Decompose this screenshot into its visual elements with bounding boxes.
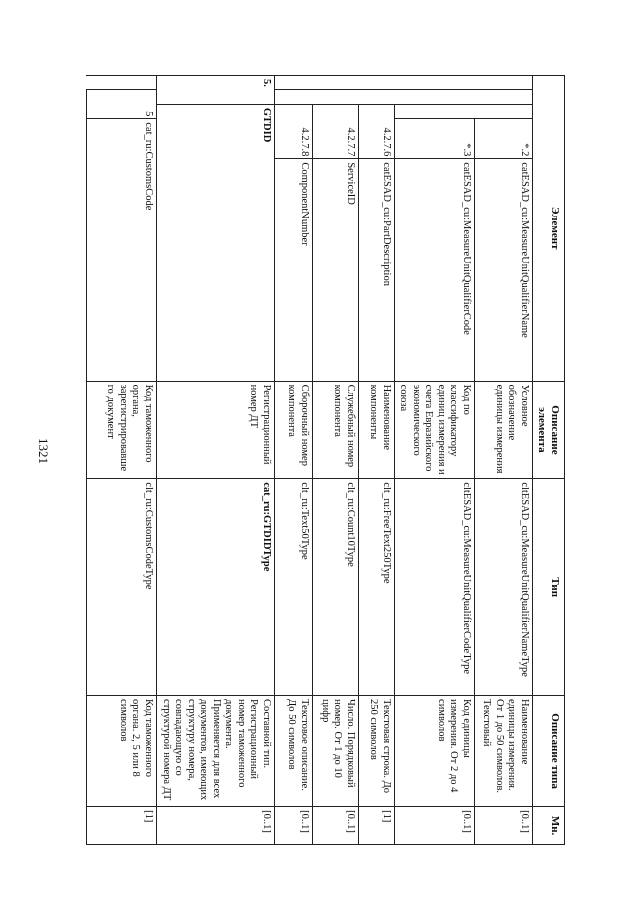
type-desc-cell: Наименование единицы измерения. От 1 до 50 символов. Текстовый — [475, 696, 533, 807]
table-row — [313, 76, 359, 845]
row-number: 4.2.7.8 — [275, 104, 313, 158]
type-cell: cat_ru:GTDIDType — [157, 479, 275, 696]
type-cell: clt_ru:FreeText250Type — [359, 479, 395, 696]
type-cell: cltESAD_cu:MeasureUnitQualifierNameType — [475, 479, 533, 696]
spec-table — [86, 75, 565, 845]
element-desc-cell: Сборочный номер компонента — [275, 381, 313, 479]
element-desc-cell: Код таможенного органа, зарегистрировавшего документ — [87, 381, 157, 479]
element-desc-cell: Условное обозначение единицы измерения — [475, 381, 533, 479]
type-desc-cell: Текстовая строка. До 250 символов — [359, 696, 395, 807]
row-number: 4.2.7.6 — [359, 104, 395, 158]
header-element: Элемент — [533, 76, 565, 382]
type-cell: clt_ru:Count10Type — [313, 479, 359, 696]
table-row — [475, 76, 533, 845]
element-cell: cat_ru:CustomsCode — [87, 119, 157, 381]
type-desc-cell: Число. Порядковый номер. От 1 до 10 цифр — [313, 696, 359, 807]
mult-cell: [0..1] — [395, 807, 475, 845]
mult-cell: [0..1] — [275, 807, 313, 845]
element-desc-cell: Регистрационный номер ДТ — [157, 381, 275, 479]
mult-cell: [0..1] — [475, 807, 533, 845]
element-cell: ComponentNumber — [275, 159, 313, 381]
element-cell: GTDID — [157, 104, 275, 381]
mult-cell: [1] — [359, 807, 395, 845]
header-type: Тип — [533, 479, 565, 696]
type-desc-cell: Составной тип. Регистрационный номер таможенного документа. Применяется для всех документов, имеющих структуру номера, совпадающую со структурой номера ДТ — [157, 696, 275, 807]
header-row — [533, 76, 565, 845]
table-row — [87, 76, 157, 845]
row-number: *.3 — [395, 119, 475, 159]
mult-cell: [1] — [87, 807, 157, 845]
table-row — [275, 76, 313, 845]
table-row — [157, 76, 275, 845]
page-number: 1321 — [36, 438, 51, 464]
row-number: *.2 — [475, 119, 533, 159]
element-desc-cell: Служебный номер компонента — [313, 381, 359, 479]
type-cell: clt_ru:Text50Type — [275, 479, 313, 696]
type-desc-cell: Текстовое описание. До 50 символов — [275, 696, 313, 807]
element-desc-cell: Код по классификатору единиц измерения и счета Евразийского экономического союза — [395, 381, 475, 479]
element-desc-cell: Наименование компоненты — [359, 381, 395, 479]
mult-cell: [0..1] — [313, 807, 359, 845]
type-desc-cell: Код таможенного органа. 2, 5 или 8 символов — [87, 696, 157, 807]
header-mult: Мн. — [533, 807, 565, 845]
row-number: 5 — [87, 90, 157, 119]
type-cell: cltESAD_cu:MeasureUnitQualifierCodeType — [395, 479, 475, 696]
element-cell: catESAD_cu:MeasureUnitQualifierName — [475, 159, 533, 381]
type-desc-cell: Код единицы измерения. От 2 до 4 символов — [395, 696, 475, 807]
row-number: 5. — [157, 76, 275, 105]
table-row — [395, 76, 475, 845]
rotated-table-container — [45, 75, 565, 845]
mult-cell: [0..1] — [157, 807, 275, 845]
row-number: 4.2.7.7 — [313, 104, 359, 158]
element-cell: ServiceID — [313, 159, 359, 381]
type-cell: clt_ru:CustomsCodeType — [87, 479, 157, 696]
header-element-desc: Описание элемента — [533, 381, 565, 479]
element-cell: catESAD_cu:PartDescription — [359, 159, 395, 381]
header-type-desc: Описание типа — [533, 696, 565, 807]
table-row — [359, 76, 395, 845]
element-cell: catESAD_cu:MeasureUnitQualifierCode — [395, 159, 475, 381]
